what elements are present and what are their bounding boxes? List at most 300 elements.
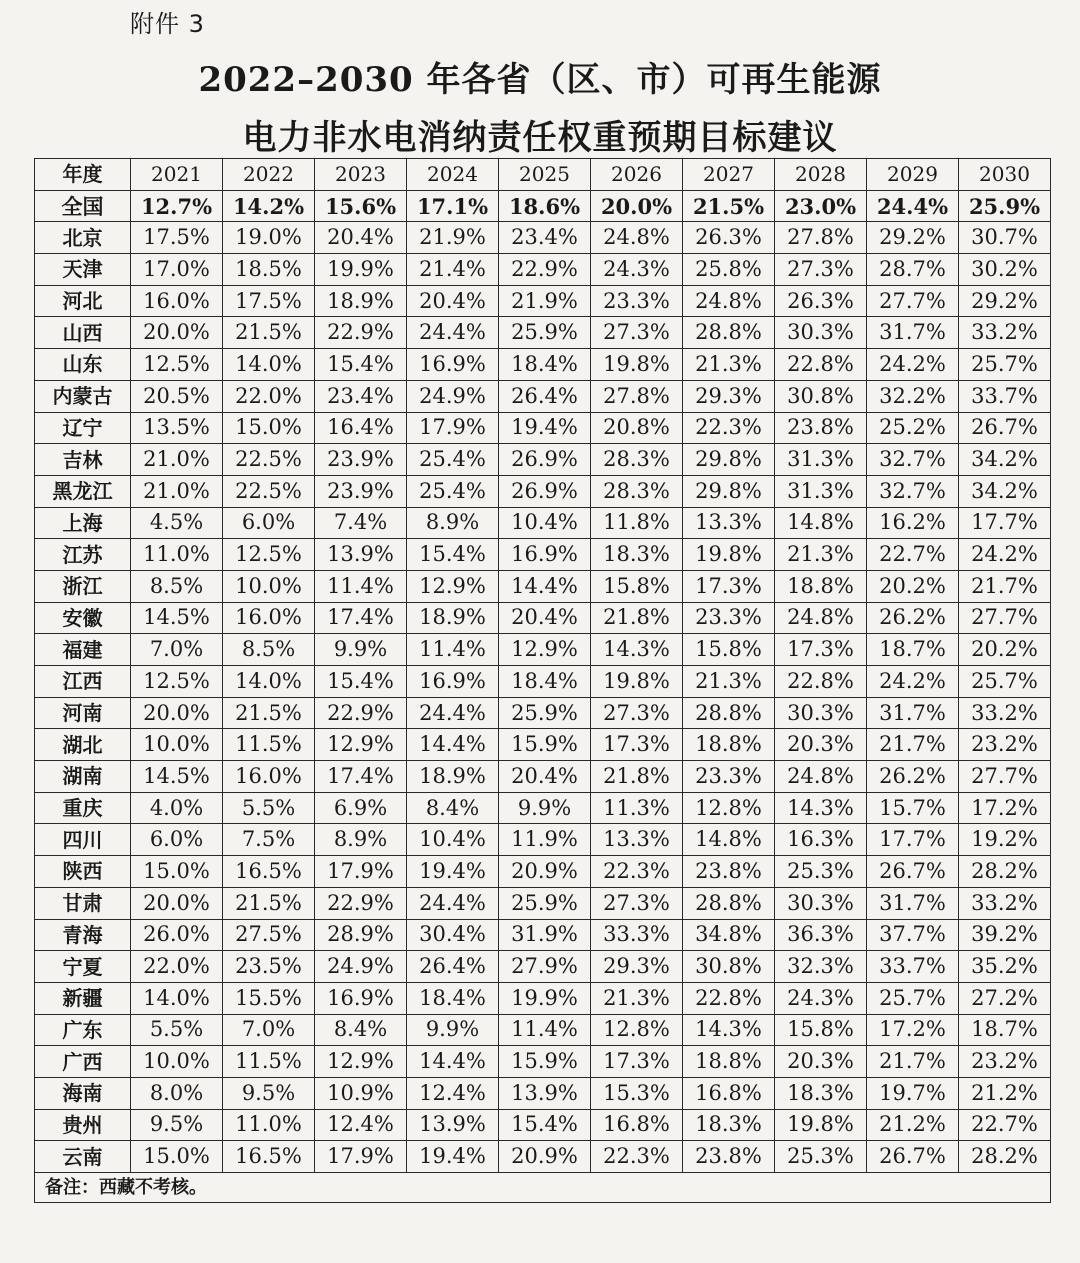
value-cell: 18.7% [867,634,959,666]
value-cell: 22.9% [499,254,591,286]
value-cell: 25.8% [683,254,775,286]
value-cell: 31.3% [775,444,867,476]
value-cell: 23.9% [315,475,407,507]
value-cell: 33.2% [959,317,1051,349]
value-cell: 21.5% [683,190,775,222]
year-header-cell: 2026 [591,159,683,191]
value-cell: 16.0% [223,602,315,634]
value-cell: 15.9% [499,729,591,761]
value-cell: 30.3% [775,697,867,729]
province-name-cell: 河南 [35,697,131,729]
value-cell: 25.9% [499,317,591,349]
value-cell: 12.4% [407,1077,499,1109]
value-cell: 29.2% [959,285,1051,317]
value-cell: 10.0% [131,729,223,761]
value-cell: 21.9% [407,222,499,254]
value-cell: 21.2% [959,1077,1051,1109]
value-cell: 27.5% [223,919,315,951]
value-cell: 23.2% [959,729,1051,761]
value-cell: 14.5% [131,602,223,634]
value-cell: 28.2% [959,856,1051,888]
value-cell: 33.2% [959,697,1051,729]
value-cell: 17.3% [775,634,867,666]
value-cell: 13.5% [131,412,223,444]
value-cell: 19.8% [683,539,775,571]
value-cell: 29.8% [683,444,775,476]
value-cell: 18.7% [959,1014,1051,1046]
value-cell: 24.4% [407,887,499,919]
national-row [35,190,1051,222]
value-cell: 15.0% [131,1141,223,1173]
value-cell: 20.5% [131,380,223,412]
value-cell: 17.7% [867,824,959,856]
value-cell: 27.7% [867,285,959,317]
value-cell: 13.9% [407,1109,499,1141]
table-row [35,475,1051,507]
value-cell: 23.2% [959,1046,1051,1078]
value-cell: 18.9% [407,761,499,793]
value-cell: 24.4% [867,190,959,222]
value-cell: 33.7% [959,380,1051,412]
value-cell: 32.7% [867,444,959,476]
table-row [35,254,1051,286]
value-cell: 22.8% [775,666,867,698]
value-cell: 16.3% [775,824,867,856]
value-cell: 12.7% [131,190,223,222]
province-name-cell: 安徽 [35,602,131,634]
value-cell: 36.3% [775,919,867,951]
province-name-cell: 黑龙江 [35,475,131,507]
value-cell: 16.9% [315,982,407,1014]
value-cell: 34.8% [683,919,775,951]
value-cell: 10.9% [315,1077,407,1109]
table-row [35,412,1051,444]
value-cell: 19.4% [407,1141,499,1173]
value-cell: 12.9% [315,729,407,761]
value-cell: 10.4% [499,507,591,539]
value-cell: 26.9% [499,475,591,507]
corner-cell: 年度 [35,159,131,191]
province-name-cell: 广东 [35,1014,131,1046]
table-row [35,634,1051,666]
value-cell: 20.0% [591,190,683,222]
value-cell: 31.7% [867,317,959,349]
value-cell: 31.9% [499,919,591,951]
value-cell: 24.8% [591,222,683,254]
year-header-cell: 2027 [683,159,775,191]
value-cell: 28.3% [591,444,683,476]
table-row [35,856,1051,888]
value-cell: 26.7% [867,856,959,888]
year-header-cell: 2030 [959,159,1051,191]
value-cell: 24.2% [867,349,959,381]
value-cell: 32.2% [867,380,959,412]
value-cell: 14.0% [223,666,315,698]
value-cell: 24.8% [775,602,867,634]
value-cell: 12.8% [683,792,775,824]
value-cell: 26.4% [407,951,499,983]
value-cell: 30.8% [683,951,775,983]
value-cell: 17.4% [315,602,407,634]
value-cell: 15.4% [407,539,499,571]
value-cell: 11.8% [591,507,683,539]
value-cell: 25.4% [407,475,499,507]
province-name-cell: 云南 [35,1141,131,1173]
table-row [35,824,1051,856]
value-cell: 13.3% [683,507,775,539]
value-cell: 30.3% [775,887,867,919]
value-cell: 23.3% [591,285,683,317]
value-cell: 8.4% [407,792,499,824]
value-cell: 21.5% [223,887,315,919]
value-cell: 11.5% [223,729,315,761]
province-name-cell: 辽宁 [35,412,131,444]
value-cell: 12.5% [223,539,315,571]
table-row [35,1014,1051,1046]
value-cell: 28.2% [959,1141,1051,1173]
value-cell: 7.0% [131,634,223,666]
value-cell: 17.9% [315,856,407,888]
province-name-cell: 江西 [35,666,131,698]
value-cell: 14.4% [407,1046,499,1078]
value-cell: 20.3% [775,729,867,761]
value-cell: 18.8% [683,729,775,761]
value-cell: 12.9% [315,1046,407,1078]
province-name-cell: 贵州 [35,1109,131,1141]
year-header-cell: 2021 [131,159,223,191]
value-cell: 14.4% [407,729,499,761]
value-cell: 22.9% [315,317,407,349]
value-cell: 29.8% [683,475,775,507]
value-cell: 14.5% [131,761,223,793]
value-cell: 15.4% [315,349,407,381]
table-body [35,159,1051,1203]
value-cell: 21.2% [867,1109,959,1141]
value-cell: 23.9% [315,444,407,476]
value-cell: 24.9% [315,951,407,983]
value-cell: 21.8% [591,761,683,793]
year-header-cell: 2028 [775,159,867,191]
value-cell: 20.2% [867,570,959,602]
value-cell: 17.0% [131,254,223,286]
value-cell: 8.4% [315,1014,407,1046]
value-cell: 23.8% [775,412,867,444]
value-cell: 23.4% [499,222,591,254]
value-cell: 7.4% [315,507,407,539]
value-cell: 25.7% [959,349,1051,381]
value-cell: 8.9% [315,824,407,856]
value-cell: 22.7% [867,539,959,571]
value-cell: 17.5% [223,285,315,317]
value-cell: 18.3% [591,539,683,571]
value-cell: 23.3% [683,761,775,793]
value-cell: 23.3% [683,602,775,634]
value-cell: 27.7% [959,761,1051,793]
year-header-cell: 2025 [499,159,591,191]
value-cell: 20.4% [407,285,499,317]
value-cell: 22.3% [591,1141,683,1173]
value-cell: 22.3% [591,856,683,888]
value-cell: 24.8% [683,285,775,317]
value-cell: 27.3% [591,697,683,729]
value-cell: 20.0% [131,317,223,349]
value-cell: 17.3% [591,1046,683,1078]
value-cell: 17.2% [959,792,1051,824]
value-cell: 7.5% [223,824,315,856]
value-cell: 21.3% [591,982,683,1014]
value-cell: 18.9% [315,285,407,317]
value-cell: 21.0% [131,444,223,476]
value-cell: 5.5% [131,1014,223,1046]
value-cell: 21.3% [683,666,775,698]
table-row [35,570,1051,602]
province-name-cell: 湖南 [35,761,131,793]
value-cell: 17.4% [315,761,407,793]
value-cell: 19.0% [223,222,315,254]
value-cell: 22.0% [223,380,315,412]
value-cell: 19.9% [499,982,591,1014]
value-cell: 16.2% [867,507,959,539]
value-cell: 25.3% [775,1141,867,1173]
value-cell: 22.8% [775,349,867,381]
value-cell: 19.2% [959,824,1051,856]
value-cell: 27.3% [775,254,867,286]
value-cell: 27.7% [959,602,1051,634]
value-cell: 28.9% [315,919,407,951]
value-cell: 27.9% [499,951,591,983]
value-cell: 24.4% [407,317,499,349]
value-cell: 24.3% [591,254,683,286]
value-cell: 14.2% [223,190,315,222]
value-cell: 21.8% [591,602,683,634]
value-cell: 21.0% [131,475,223,507]
value-cell: 15.4% [499,1109,591,1141]
table-row [35,1077,1051,1109]
value-cell: 20.4% [499,602,591,634]
value-cell: 21.3% [775,539,867,571]
value-cell: 17.1% [407,190,499,222]
value-cell: 14.3% [591,634,683,666]
value-cell: 24.3% [775,982,867,1014]
value-cell: 8.0% [131,1077,223,1109]
value-cell: 25.7% [867,982,959,1014]
value-cell: 30.4% [407,919,499,951]
value-cell: 21.7% [867,729,959,761]
value-cell: 27.3% [591,317,683,349]
value-cell: 21.5% [223,697,315,729]
year-header-cell: 2022 [223,159,315,191]
value-cell: 25.9% [499,697,591,729]
value-cell: 20.2% [959,634,1051,666]
value-cell: 16.5% [223,856,315,888]
value-cell: 20.3% [775,1046,867,1078]
table-row [35,1141,1051,1173]
value-cell: 27.8% [591,380,683,412]
value-cell: 12.5% [131,349,223,381]
value-cell: 10.0% [131,1046,223,1078]
value-cell: 26.4% [499,380,591,412]
value-cell: 13.9% [499,1077,591,1109]
table-row [35,761,1051,793]
value-cell: 32.7% [867,475,959,507]
province-name-cell: 吉林 [35,444,131,476]
province-name-cell: 广西 [35,1046,131,1078]
value-cell: 9.9% [315,634,407,666]
year-header-cell: 2029 [867,159,959,191]
table-row [35,317,1051,349]
province-name-cell: 海南 [35,1077,131,1109]
value-cell: 24.4% [407,697,499,729]
value-cell: 20.9% [499,856,591,888]
value-cell: 14.4% [499,570,591,602]
value-cell: 17.3% [591,729,683,761]
value-cell: 11.0% [223,1109,315,1141]
value-cell: 34.2% [959,444,1051,476]
value-cell: 22.7% [959,1109,1051,1141]
value-cell: 16.9% [407,349,499,381]
value-cell: 28.8% [683,697,775,729]
value-cell: 33.3% [591,919,683,951]
value-cell: 16.9% [407,666,499,698]
value-cell: 26.7% [867,1141,959,1173]
value-cell: 11.4% [407,634,499,666]
value-cell: 33.7% [867,951,959,983]
value-cell: 11.4% [315,570,407,602]
value-cell: 12.9% [407,570,499,602]
value-cell: 6.0% [223,507,315,539]
province-name-cell: 甘肃 [35,887,131,919]
value-cell: 15.8% [591,570,683,602]
value-cell: 18.8% [683,1046,775,1078]
value-cell: 4.0% [131,792,223,824]
value-cell: 18.4% [499,666,591,698]
value-cell: 24.8% [775,761,867,793]
value-cell: 18.3% [683,1109,775,1141]
value-cell: 10.0% [223,570,315,602]
value-cell: 29.2% [867,222,959,254]
value-cell: 11.0% [131,539,223,571]
value-cell: 26.3% [683,222,775,254]
value-cell: 23.4% [315,380,407,412]
value-cell: 26.2% [867,761,959,793]
note-row [35,1173,1051,1203]
value-cell: 4.5% [131,507,223,539]
value-cell: 14.0% [223,349,315,381]
value-cell: 25.4% [407,444,499,476]
value-cell: 14.3% [775,792,867,824]
value-cell: 20.4% [499,761,591,793]
table-row [35,1046,1051,1078]
value-cell: 37.7% [867,919,959,951]
table-row [35,602,1051,634]
value-cell: 22.0% [131,951,223,983]
value-cell: 19.7% [867,1077,959,1109]
value-cell: 19.8% [775,1109,867,1141]
value-cell: 14.3% [683,1014,775,1046]
value-cell: 34.2% [959,475,1051,507]
value-cell: 18.8% [775,570,867,602]
province-name-cell: 四川 [35,824,131,856]
value-cell: 7.0% [223,1014,315,1046]
table-row [35,729,1051,761]
value-cell: 17.7% [959,507,1051,539]
province-name-cell: 江苏 [35,539,131,571]
value-cell: 25.7% [959,666,1051,698]
value-cell: 12.4% [315,1109,407,1141]
value-cell: 20.9% [499,1141,591,1173]
value-cell: 28.8% [683,887,775,919]
value-cell: 21.7% [867,1046,959,1078]
province-name-cell: 天津 [35,254,131,286]
value-cell: 25.3% [775,856,867,888]
value-cell: 25.2% [867,412,959,444]
value-cell: 22.5% [223,444,315,476]
table-row [35,919,1051,951]
table-row [35,887,1051,919]
value-cell: 15.9% [499,1046,591,1078]
table-row [35,792,1051,824]
document-title-line1: 2022–2030 年各省（区、市）可再生能源 [198,60,882,100]
value-cell: 15.4% [315,666,407,698]
value-cell: 21.5% [223,317,315,349]
value-cell: 19.9% [315,254,407,286]
value-cell: 9.5% [223,1077,315,1109]
value-cell: 22.9% [315,697,407,729]
value-cell: 5.5% [223,792,315,824]
value-cell: 22.3% [683,412,775,444]
value-cell: 11.4% [499,1014,591,1046]
table-row [35,444,1051,476]
value-cell: 17.9% [407,412,499,444]
value-cell: 9.5% [131,1109,223,1141]
value-cell: 17.9% [315,1141,407,1173]
value-cell: 18.9% [407,602,499,634]
value-cell: 28.7% [867,254,959,286]
value-cell: 21.3% [683,349,775,381]
value-cell: 11.9% [499,824,591,856]
value-cell: 18.6% [499,190,591,222]
table-row [35,380,1051,412]
value-cell: 25.9% [959,190,1051,222]
table-row [35,697,1051,729]
value-cell: 24.2% [867,666,959,698]
value-cell: 6.0% [131,824,223,856]
value-cell: 33.2% [959,887,1051,919]
value-cell: 16.8% [591,1109,683,1141]
value-cell: 19.8% [591,349,683,381]
header-row [35,159,1051,191]
value-cell: 16.8% [683,1077,775,1109]
value-cell: 11.5% [223,1046,315,1078]
value-cell: 24.9% [407,380,499,412]
table-row [35,507,1051,539]
value-cell: 13.9% [315,539,407,571]
value-cell: 24.2% [959,539,1051,571]
value-cell: 15.7% [867,792,959,824]
value-cell: 18.3% [775,1077,867,1109]
value-cell: 29.3% [591,951,683,983]
value-cell: 9.9% [407,1014,499,1046]
province-name-cell: 新疆 [35,982,131,1014]
province-name-cell: 全国 [35,190,131,222]
province-name-cell: 北京 [35,222,131,254]
table-row [35,666,1051,698]
value-cell: 39.2% [959,919,1051,951]
province-name-cell: 山东 [35,349,131,381]
value-cell: 26.3% [775,285,867,317]
value-cell: 28.8% [683,317,775,349]
table-row [35,1109,1051,1141]
